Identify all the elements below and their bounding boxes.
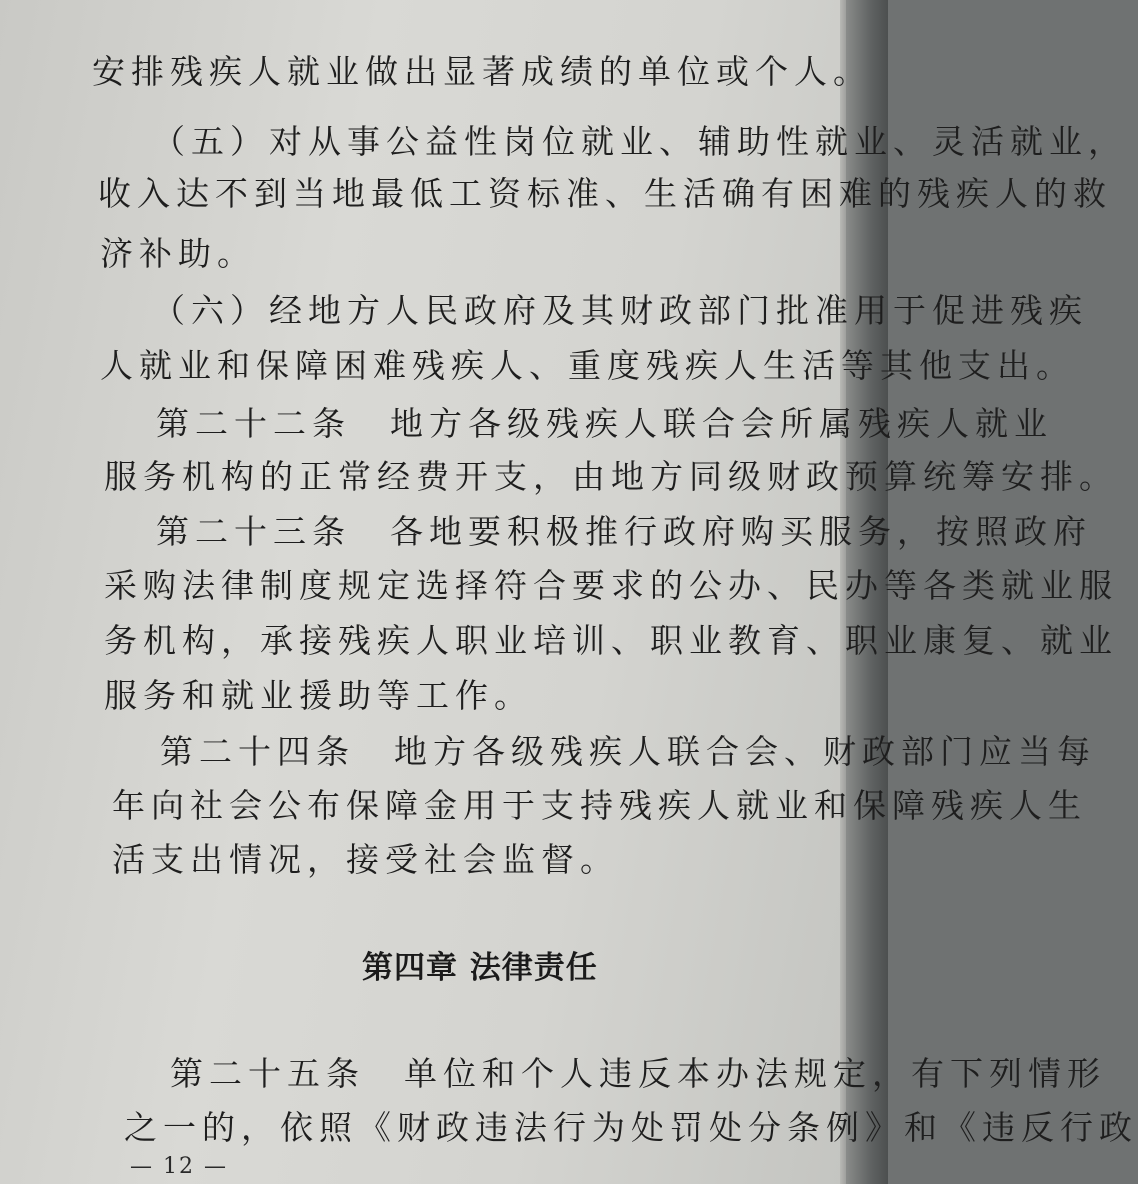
article-line: 第二十三条 各地要积极推行政府购买服务，按照政府 [156, 512, 1092, 551]
article-line: 第二十二条 地方各级残疾人联合会所属残疾人就业 [156, 404, 1053, 443]
text-line: （五）对从事公益性岗位就业、辅助性就业、灵活就业， [152, 122, 1127, 161]
article-line: 第二十四条 地方各级残疾人联合会、财政部门应当每 [160, 732, 1096, 771]
text-line: 采购法律制度规定选择符合要求的公办、民办等各类就业服 [104, 566, 1118, 605]
text-line: 服务和就业援助等工作。 [104, 676, 533, 715]
text-line: 济补助。 [100, 234, 256, 273]
text-line: 安排残疾人就业做出显著成绩的单位或个人。 [92, 52, 872, 91]
text-line: 服务机构的正常经费开支，由地方同级财政预算统筹安排。 [104, 457, 1118, 496]
page-number: — 12 — [130, 1154, 228, 1179]
text-line: 之一的，依照《财政违法行为处罚处分条例》和《违反行政 [124, 1108, 1138, 1147]
chapter-heading: 第四章 法律责任 [362, 950, 598, 986]
text-line: 人就业和保障困难残疾人、重度残疾人生活等其他支出。 [100, 346, 1075, 385]
article-line: 第二十五条 单位和个人违反本办法规定，有下列情形 [170, 1054, 1106, 1093]
text-line: 收入达不到当地最低工资标准、生活确有困难的残疾人的救 [98, 174, 1112, 213]
text-line: 务机构，承接残疾人职业培训、职业教育、职业康复、就业 [104, 621, 1118, 660]
text-line: 活支出情况，接受社会监督。 [112, 840, 619, 879]
text-line: （六）经地方人民政府及其财政部门批准用于促进残疾 [152, 291, 1088, 330]
text-line: 年向社会公布保障金用于支持残疾人就业和保障残疾人生 [112, 786, 1087, 825]
